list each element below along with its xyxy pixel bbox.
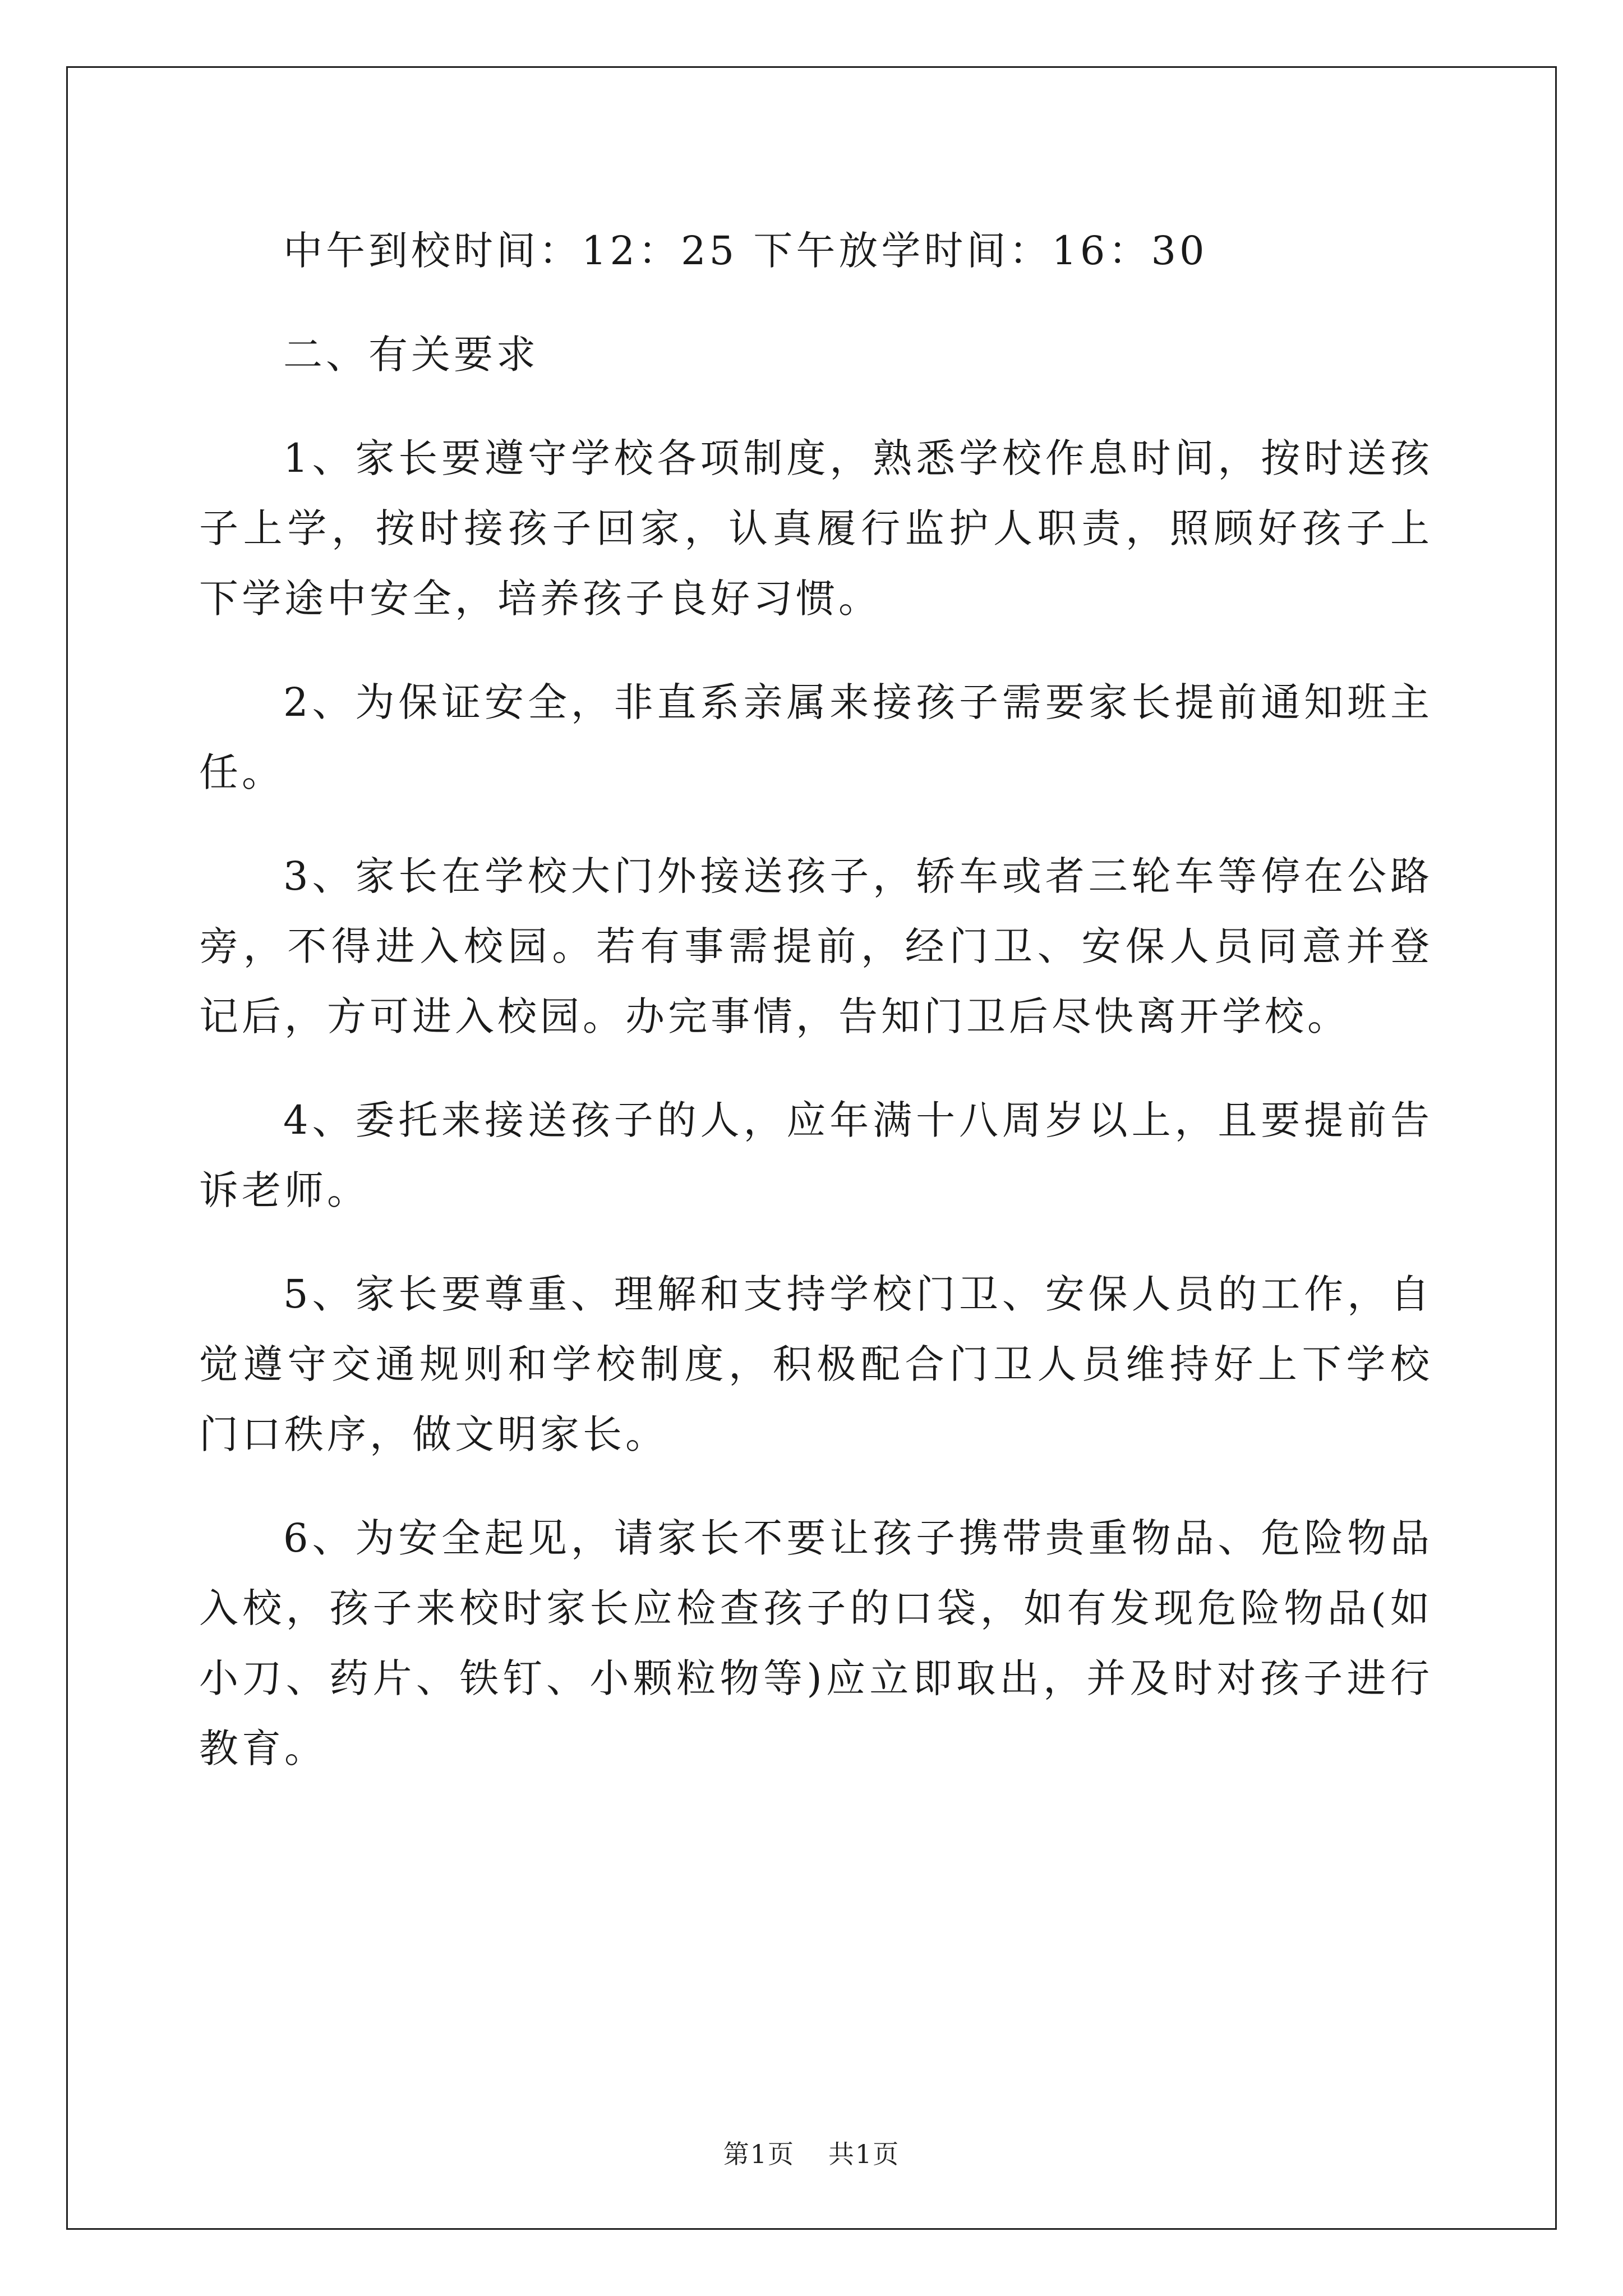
document-body [199, 216, 1433, 1784]
paragraph-requirement-2: 2、为保证安全，非直系亲属来接孩子需要家长提前通知班主任。 [199, 679, 1433, 795]
paragraph-arrival-times: 中午到校时间：12：25 下午放学时间：16：30 [283, 228, 1208, 274]
paragraph-requirement-6: 6、为安全起见，请家长不要让孩子携带贵重物品、危险物品入校，孩子来校时家长应检查孩子的口袋，如有发现危险物品(如小刀、药片、铁钉、小颗粒物等)应立即取出，并及时对孩子进行教育。 [199, 1515, 1433, 1772]
paragraph-requirement-4: 4、委托来接送孩子的人，应年满十八周岁以上，且要提前告诉老师。 [199, 1097, 1433, 1213]
total-pages: 共1页 [828, 2139, 900, 2169]
page-number: 第1页 [723, 2139, 795, 2169]
page-footer [0, 2137, 1623, 2171]
paragraph-requirement-5: 5、家长要尊重、理解和支持学校门卫、安保人员的工作，自觉遵守交通规则和学校制度，积极配合门卫人员维持好上下学校门口秩序，做文明家长。 [199, 1271, 1433, 1457]
paragraph-requirement-3: 3、家长在学校大门外接送孩子，轿车或者三轮车等停在公路旁，不得进入校园。若有事需提前，经门卫、安保人员同意并登记后，方可进入校园。办完事情，告知门卫后尽快离开学校。 [199, 853, 1433, 1039]
paragraph-requirement-1: 1、家长要遵守学校各项制度，熟悉学校作息时间，按时送孩子上学，按时接孩子回家，认真履行监护人职责，照顾好孩子上下学途中安全，培养孩子良好习惯。 [199, 435, 1433, 622]
section-heading-requirements: 二、有关要求 [283, 332, 539, 378]
